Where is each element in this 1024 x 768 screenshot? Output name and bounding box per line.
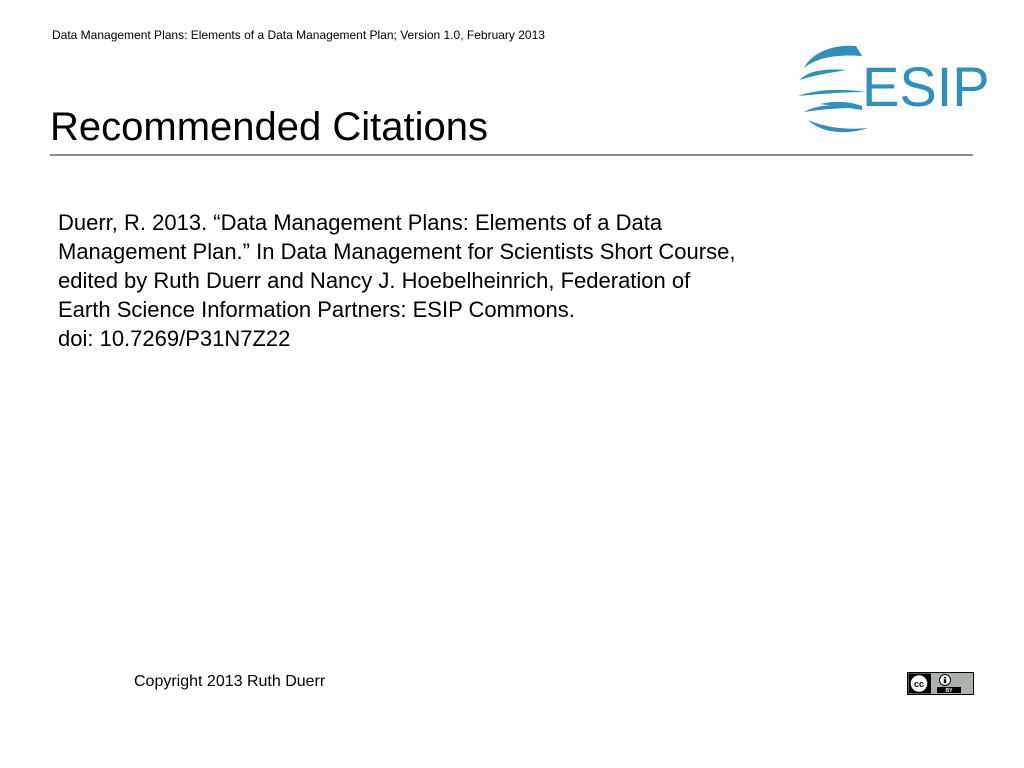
running-header: Data Management Plans: Elements of a Data Management Plan; Version 1.0, February 2013 [52,28,545,42]
slide-title: Recommended Citations [50,105,488,149]
citation-line: Management Plan.” In Data Management for Scientists Short Course, [58,239,736,264]
svg-text:cc: cc [913,679,925,689]
esip-logo [796,38,990,138]
esip-swoosh-icon [798,46,868,132]
citation-line: Earth Science Information Partners: ESIP Commons. [58,297,575,322]
citation-line: Duerr, R. 2013. “Data Management Plans: Elements of a Data [58,210,663,235]
citation-doi: doi: 10.7269/P31N7Z22 [58,326,291,351]
esip-logo-text: ESIP [862,55,990,118]
cc-by-label: BY [945,688,953,694]
copyright-notice: Copyright 2013 Ruth Duerr [134,673,326,690]
cc-by-icon[interactable] [907,672,974,695]
title-divider [50,154,973,156]
citation-line: edited by Ruth Duerr and Nancy J. Hoebelheinrich, Federation of [58,268,691,293]
citation-block [58,208,828,353]
